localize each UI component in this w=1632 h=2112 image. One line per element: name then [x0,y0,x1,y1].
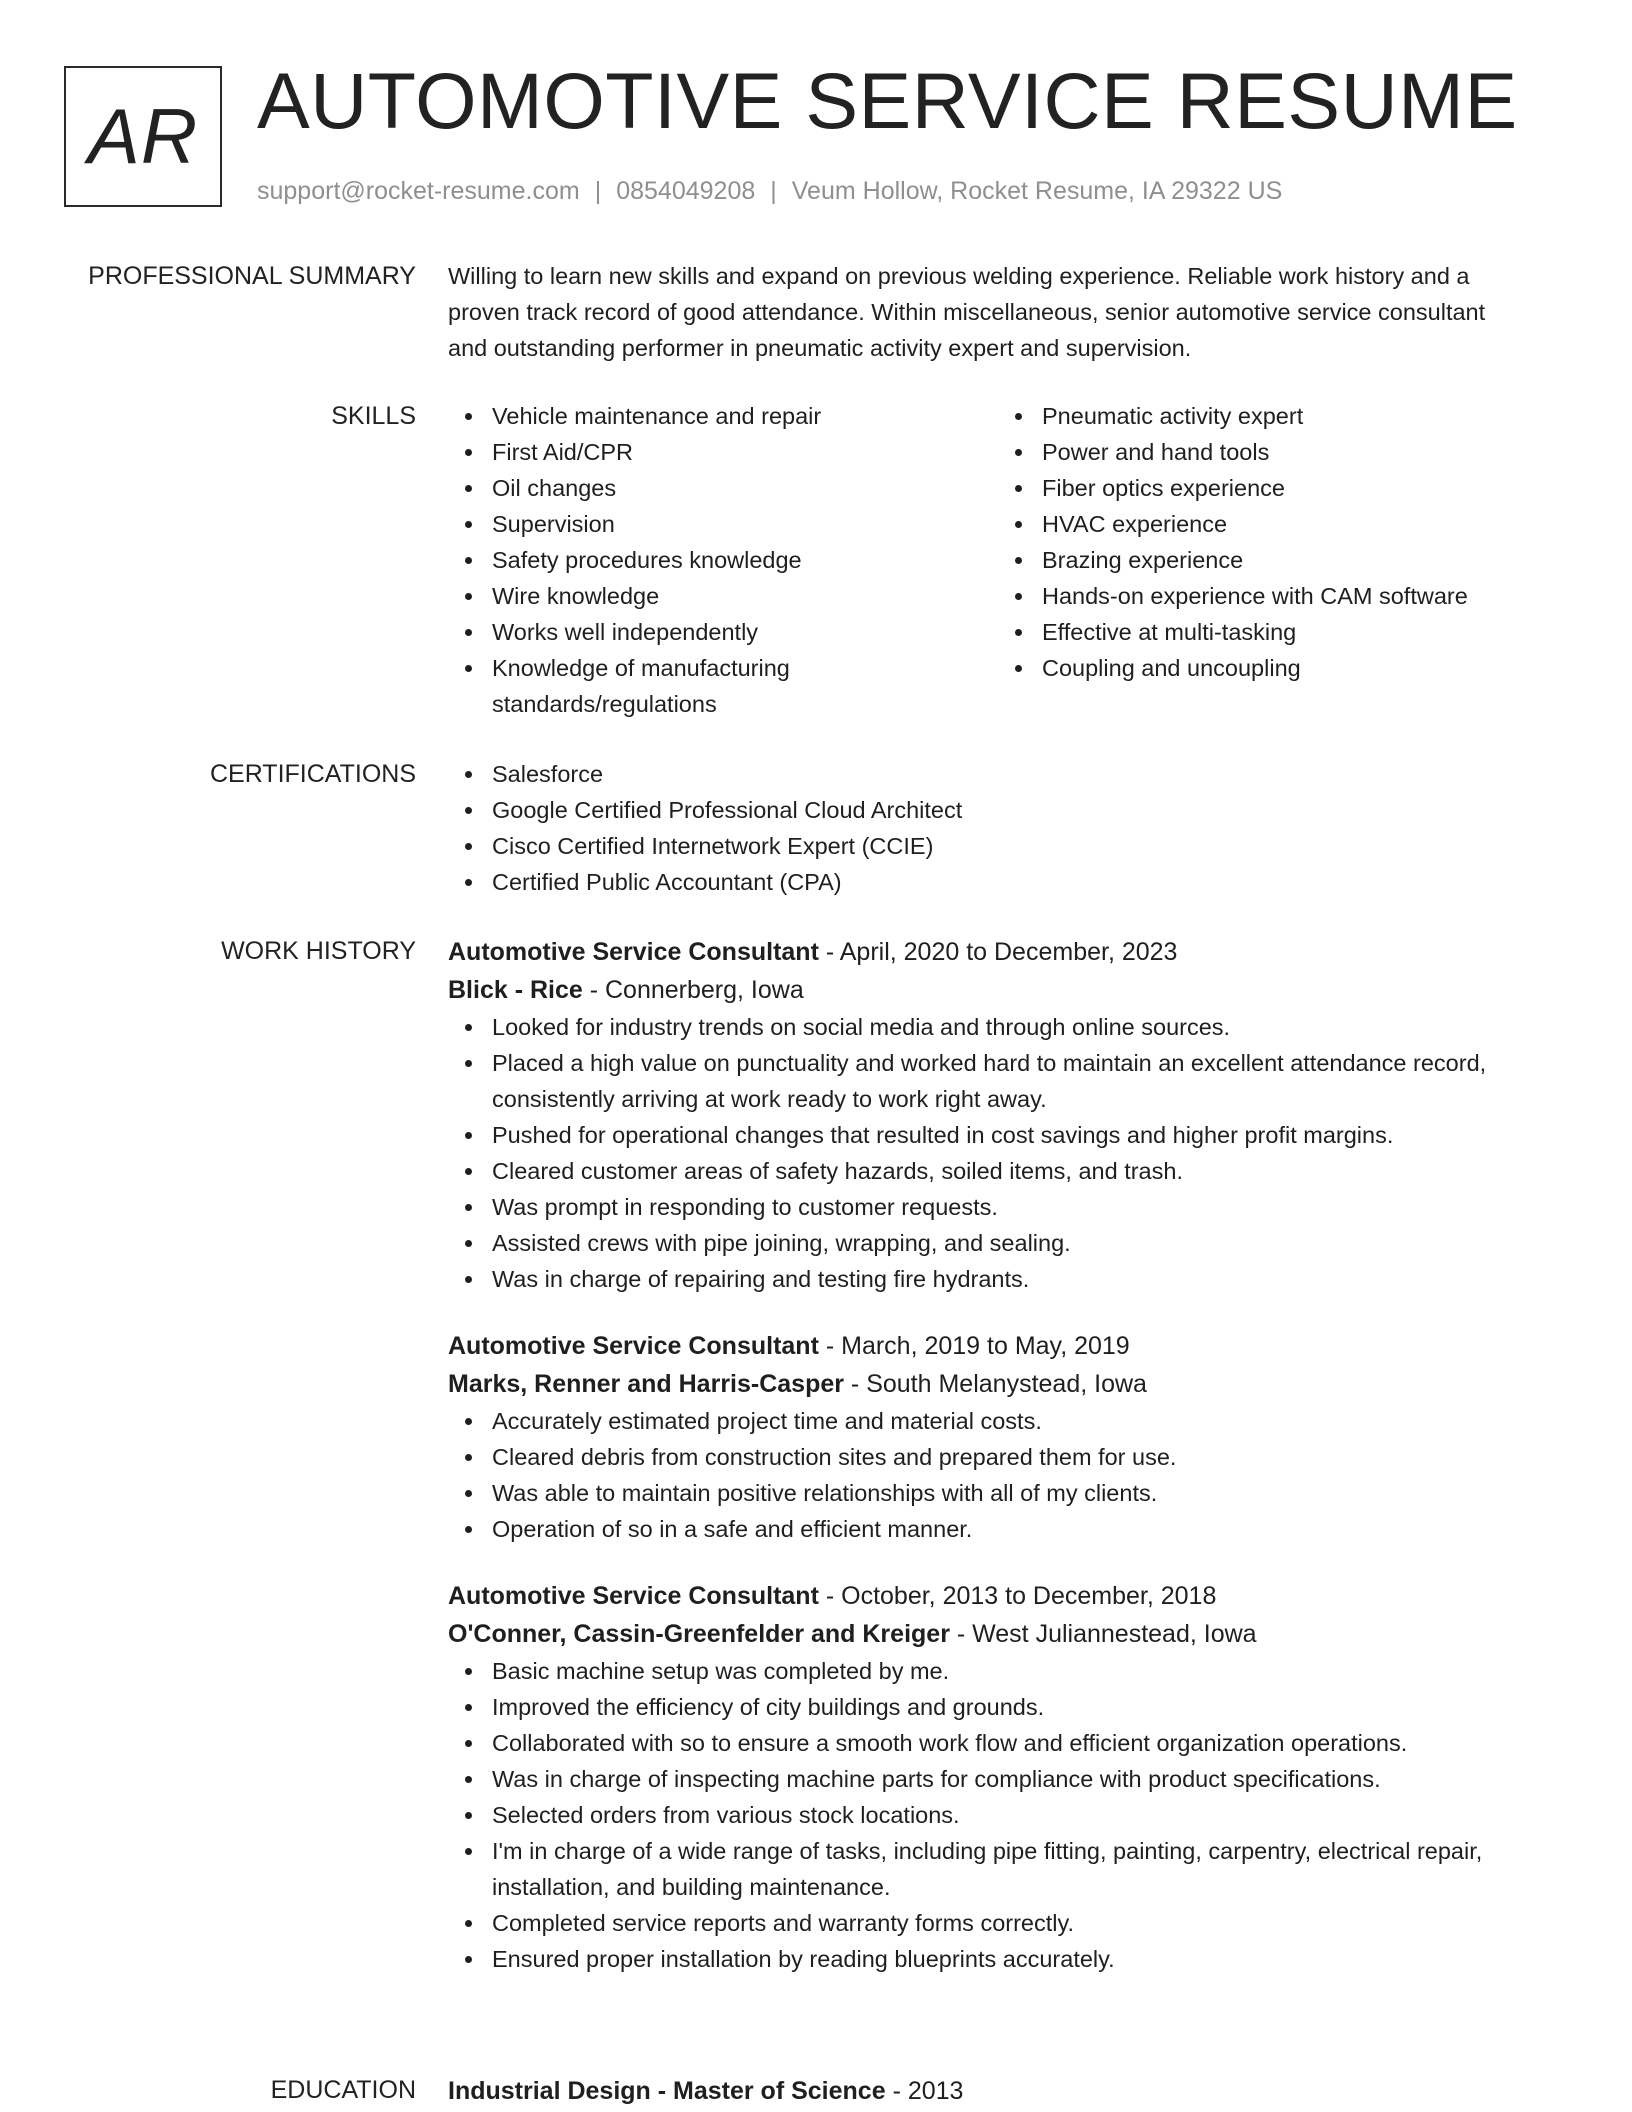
job-duty-item: Ensured proper installation by reading blueprints accurately. [448,1941,1568,1977]
skills-columns [448,398,1568,722]
education-degree: Industrial Design - Master of Science [448,2077,886,2105]
contact-phone: 0854049208 [616,177,756,205]
skill-item: Power and hand tools [998,434,1558,470]
skill-item: Supervision [448,506,998,542]
job-company-line [448,1615,1568,1653]
skills-list-left [448,398,998,722]
job-duty-item: Operation of so in a safe and efficient manner. [448,1511,1568,1547]
work-history-body [448,933,1568,2007]
job-location: - West Juliannestead, Iowa [949,1620,1257,1648]
job-entry [448,933,1568,1297]
job-title-line [448,933,1568,971]
job-duty-item: Was prompt in responding to customer requests. [448,1189,1568,1225]
job-duty-item: Was able to maintain positive relationships with all of my clients. [448,1475,1568,1511]
job-location: - Connerberg, Iowa [582,976,804,1004]
job-company: Marks, Renner and Harris-Casper [448,1370,844,1398]
job-company-line [448,971,1568,1009]
job-duty-item: I'm in charge of a wide range of tasks, including pipe fitting, painting, carpentry, electrical repair, installation, and building maintenance. [448,1833,1568,1905]
job-duty-item: Basic machine setup was completed by me. [448,1653,1568,1689]
job-dates: - October, 2013 to December, 2018 [818,1582,1217,1610]
job-duty-item: Placed a high value on punctuality and worked hard to maintain an excellent attendance record, consistently arriving at work ready to work right away. [448,1045,1568,1117]
skill-item: Vehicle maintenance and repair [448,398,998,434]
skill-item: Effective at multi-tasking [998,614,1558,650]
skill-item: HVAC experience [998,506,1558,542]
skills-list-right [998,398,1558,722]
certification-item: Cisco Certified Internetwork Expert (CCIE) [448,828,1568,864]
summary-line: proven track record of good attendance. Within miscellaneous, senior automotive service consultant [448,299,1486,325]
job-company-line [448,1365,1568,1403]
job-role: Automotive Service Consultant [448,1582,819,1610]
certification-item: Certified Public Accountant (CPA) [448,864,1568,900]
job-duty-item: Cleared customer areas of safety hazards, soiled items, and trash. [448,1153,1568,1189]
job-duty-item: Looked for industry trends on social media and through online sources. [448,1009,1568,1045]
monogram-text: AR [87,92,199,180]
contact-email: support@rocket-resume.com [257,177,580,205]
skill-item: Fiber optics experience [998,470,1558,506]
education-line [448,2072,1568,2110]
skill-item: Wire knowledge [448,578,998,614]
job-duties-list [448,1653,1568,1977]
section-title-education: EDUCATION [270,2076,416,2104]
job-duties-list [448,1403,1568,1547]
skill-item: Safety procedures knowledge [448,542,998,578]
job-duty-item: Pushed for operational changes that resulted in cost savings and higher profit margins. [448,1117,1568,1153]
contact-address: Veum Hollow, Rocket Resume, IA 29322 US [791,177,1283,205]
summary-line: and outstanding performer in pneumatic activity expert and supervision. [448,335,1192,361]
skill-item: Works well independently [448,614,998,650]
skill-item: Brazing experience [998,542,1558,578]
section-title-certifications: CERTIFICATIONS [209,760,416,788]
job-company: O'Conner, Cassin-Greenfelder and Kreiger [448,1620,950,1648]
certification-item: Google Certified Professional Cloud Architect [448,792,1568,828]
job-company: Blick - Rice [448,976,583,1004]
job-duty-item: Selected orders from various stock locations. [448,1797,1568,1833]
job-role: Automotive Service Consultant [448,1332,819,1360]
skill-item: Coupling and uncoupling [998,650,1558,686]
job-duty-item: Assisted crews with pipe joining, wrapping, and sealing. [448,1225,1568,1261]
monogram-logo [64,66,222,207]
contact-line [257,174,1282,208]
contact-separator: | [770,177,777,205]
certification-item: Salesforce [448,756,1568,792]
job-title-line [448,1577,1568,1615]
job-entry [448,1577,1568,1977]
section-title-work-history: WORK HISTORY [221,937,416,965]
section-title-summary: PROFESSIONAL SUMMARY [88,262,416,290]
job-dates: - April, 2020 to December, 2023 [818,938,1178,966]
skill-item: Pneumatic activity expert [998,398,1558,434]
skill-item: First Aid/CPR [448,434,998,470]
section-title-skills: SKILLS [331,402,416,430]
job-duties-list [448,1009,1568,1297]
job-title-line [448,1327,1568,1365]
job-duty-item: Was in charge of repairing and testing fire hydrants. [448,1261,1568,1297]
skill-item: Hands-on experience with CAM software [998,578,1558,614]
job-duty-item: Collaborated with so to ensure a smooth work flow and efficient organization operations. [448,1725,1568,1761]
education-year: - 2013 [885,2077,964,2105]
job-duty-item: Accurately estimated project time and material costs. [448,1403,1568,1439]
job-duty-item: Was in charge of inspecting machine parts for compliance with product specifications. [448,1761,1568,1797]
job-role: Automotive Service Consultant [448,938,819,966]
certifications-list [448,756,1568,900]
job-duty-item: Completed service reports and warranty forms correctly. [448,1905,1568,1941]
skill-item: Oil changes [448,470,998,506]
contact-separator: | [594,177,602,205]
job-duty-item: Cleared debris from construction sites and prepared them for use. [448,1439,1568,1475]
job-entry [448,1327,1568,1547]
job-location: - South Melanystead, Iowa [843,1370,1147,1398]
resume-title: AUTOMOTIVE SERVICE RESUME [257,56,1518,145]
summary-text [448,258,1568,366]
job-dates: - March, 2019 to May, 2019 [818,1332,1130,1360]
job-duty-item: Improved the efficiency of city buildings and grounds. [448,1689,1568,1725]
summary-line: Willing to learn new skills and expand on previous welding experience. Reliable work history and a [448,263,1470,289]
skill-item: Knowledge of manufacturing standards/regulations [448,650,998,722]
